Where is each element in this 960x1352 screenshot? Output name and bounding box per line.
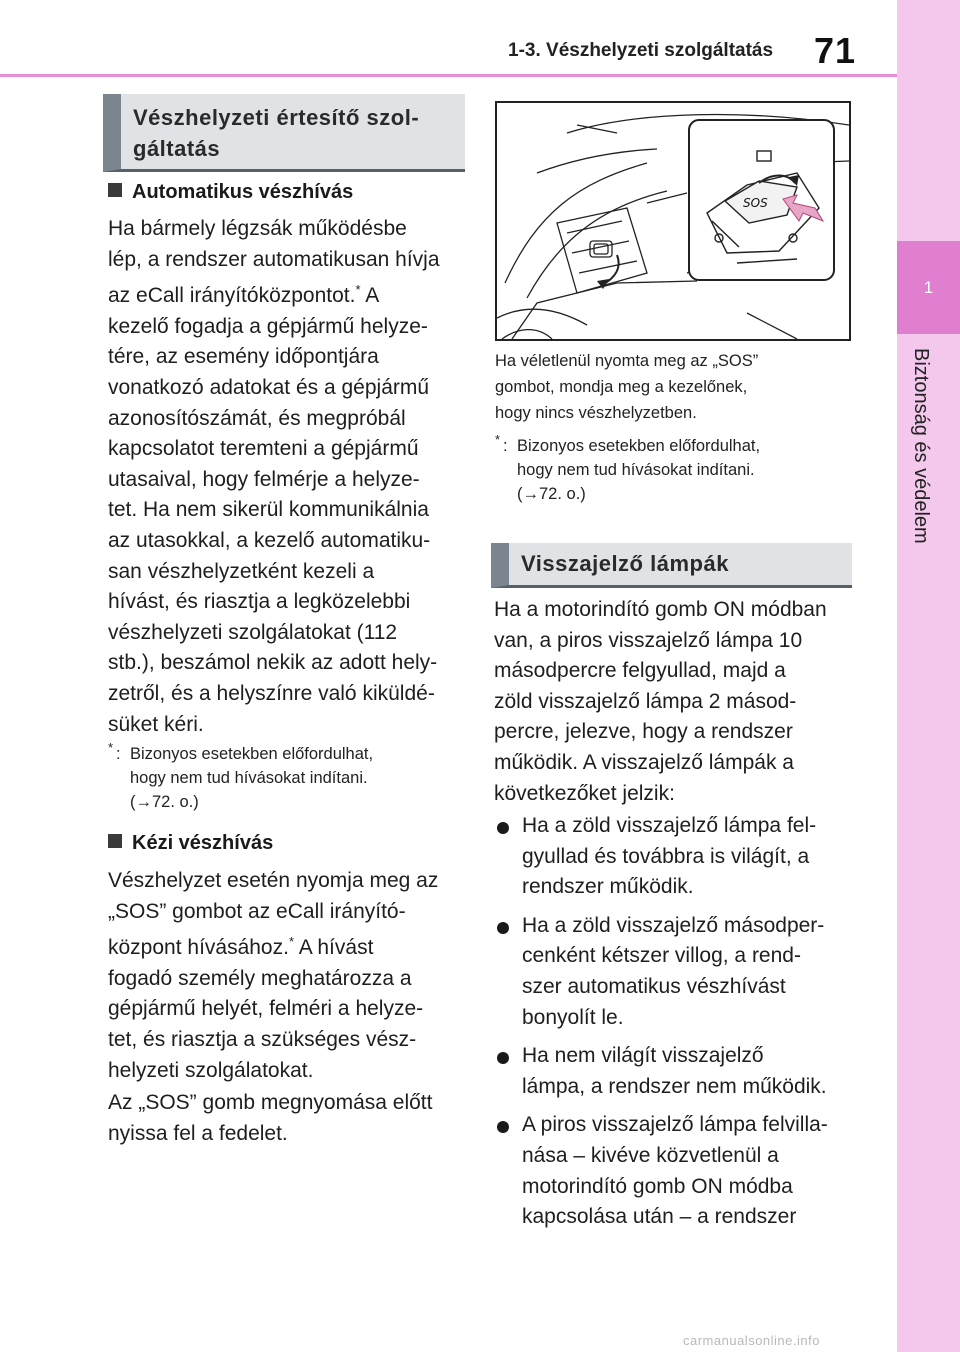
- text-line: van, a piros visszajelző lámpa 10: [494, 628, 803, 652]
- bullet-dot-icon: [497, 922, 509, 934]
- footnote-line: Bizonyos esetekben előfordulhat,: [517, 437, 761, 455]
- square-bullet-icon: [108, 834, 122, 848]
- subheading-automatic-call: [108, 181, 353, 204]
- page-number: 71: [814, 30, 857, 71]
- bullet-dot-icon: [497, 1052, 509, 1064]
- indicator-bullet-list: [494, 811, 828, 1241]
- footnote-colon: :: [116, 745, 121, 763]
- text-line: azonosítószámát, és megpróbál: [108, 406, 406, 430]
- caption-line: hogy nincs vészhelyzetben.: [495, 404, 697, 422]
- illustration-caption: [495, 348, 758, 426]
- running-header-title: 1-3. Vészhelyzeti szolgáltatás: [508, 40, 774, 61]
- section-heading-line: Vészhelyzeti értesítő szol-: [133, 105, 420, 130]
- text-line: lép, a rendszer automatikusan hívja: [108, 247, 440, 271]
- text-segment: A: [360, 284, 380, 308]
- text-line: süket kéri.: [108, 712, 204, 736]
- text-line: Az „SOS” gomb megnyomása előtt: [108, 1091, 433, 1114]
- list-item: [494, 911, 828, 1033]
- list-item: [494, 811, 828, 903]
- indicator-intro-paragraph: [494, 595, 827, 809]
- text-line: hívást, és riasztja a legközelebbi: [108, 590, 411, 614]
- text-line: vészhelyzeti szolgálatokat (112: [108, 620, 398, 644]
- bullet-dot-icon: [497, 822, 509, 834]
- text-line: tet, és riasztja a szükséges vész-: [108, 1027, 417, 1051]
- sos-button-label: SOS: [743, 196, 768, 210]
- text-line: helyzeti szolgálatokat.: [108, 1058, 314, 1082]
- text-line: zöld visszajelző lámpa 2 másod-: [494, 689, 797, 713]
- text-line: tére, az esemény időpontjára: [108, 345, 379, 369]
- text-line: [108, 927, 438, 964]
- subheading-text: Automatikus vészhívás: [132, 181, 354, 203]
- section-heading-line: Visszajelző lámpák: [521, 551, 729, 576]
- text-line: fogadó személy meghatározza a: [108, 966, 412, 990]
- section-heading-emergency-service: [103, 94, 465, 172]
- text-line: zetről, és a helyszínre való kiküldé-: [108, 681, 435, 705]
- text-line: Vészhelyzet esetén nyomja meg az: [108, 869, 439, 892]
- manual-call-paragraph: [108, 866, 438, 1086]
- text-line: lámpa, a rendszer nem működik.: [522, 1074, 827, 1098]
- side-tab-chapter-number: 1: [897, 241, 960, 334]
- text-line: az utasokkal, a kezelő automatiku-: [108, 528, 431, 552]
- text-line: szer automatikus vészhívást: [522, 974, 786, 998]
- footnote-automatic-call: [108, 742, 448, 814]
- section-heading-indicator-lamps: [491, 543, 852, 588]
- caption-line: gombot, mondja meg a kezelőnek,: [495, 378, 748, 396]
- text-line: vonatkozó adatokat és a gépjármű: [108, 375, 430, 399]
- watermark: carmanualsonline.info: [683, 1333, 820, 1348]
- section-heading-line: gáltatás: [133, 136, 221, 161]
- text-line: cenként kétszer villog, a rend-: [522, 944, 801, 968]
- automatic-call-paragraph: [108, 214, 440, 740]
- footnote-marker: *: [495, 432, 501, 447]
- text-line: utasaival, hogy felmérje a helyze-: [108, 467, 420, 491]
- bullet-dot-icon: [497, 1121, 509, 1133]
- square-bullet-icon: [108, 183, 122, 197]
- text-line: következőket jelzik:: [494, 781, 675, 805]
- caption-line: Ha véletlenül nyomta meg az „SOS”: [495, 352, 759, 370]
- text-segment: A hívást: [294, 936, 374, 960]
- sos-button-illustration: [495, 101, 851, 341]
- list-item: [494, 1041, 828, 1102]
- footnote-page-reference[interactable]: (→72. o.): [130, 793, 199, 811]
- overhead-console-drawing: [497, 103, 849, 339]
- text-line: Ha bármely légzsák működésbe: [108, 217, 407, 240]
- text-line: másodpercre felgyullad, majd a: [494, 659, 786, 683]
- footnote-manual-call: [495, 434, 835, 506]
- text-line: rendszer működik.: [522, 875, 694, 899]
- text-segment: központ hívásához.: [108, 936, 289, 960]
- text-line: kapcsolatot teremteni a gépjármű: [108, 437, 419, 461]
- footnote-marker: *: [355, 282, 361, 298]
- text-line: gépjármű helyét, felméri a helyze-: [108, 997, 424, 1021]
- side-tab: [897, 0, 960, 1352]
- text-line: A piros visszajelző lámpa felvilla-: [522, 1113, 828, 1137]
- text-line: nyissa fel a fedelet.: [108, 1121, 288, 1145]
- header-rule: [0, 74, 897, 77]
- text-line: nása – kivéve közvetlenül a: [522, 1143, 779, 1167]
- footnote-line: hogy nem tud hívásokat indítani.: [130, 769, 368, 787]
- text-segment: az eCall irányítóközpontot.: [108, 284, 356, 308]
- text-line: [108, 275, 440, 312]
- text-line: stb.), beszámol nekik az adott hely-: [108, 651, 438, 675]
- text-line: Ha a zöld visszajelző lámpa fel-: [522, 814, 817, 837]
- footnote-colon: :: [503, 437, 508, 455]
- footnote-marker: *: [288, 934, 295, 950]
- text-line: percre, jelezve, hogy a rendszer: [494, 720, 793, 744]
- text-line: Ha a motorindító gomb ON módban: [494, 598, 827, 621]
- text-line: motorindító gomb ON módba: [522, 1174, 793, 1198]
- text-line: működik. A visszajelző lámpák a: [494, 750, 794, 774]
- footnote-line: hogy nem tud hívásokat indítani.: [517, 461, 755, 479]
- list-item: [494, 1110, 828, 1232]
- footnote-page-reference[interactable]: (→72. o.): [517, 485, 586, 503]
- text-line: Ha a zöld visszajelző másodper-: [522, 913, 825, 937]
- text-line: gyullad és továbbra is világít, a: [522, 844, 810, 868]
- open-cover-paragraph: [108, 1088, 432, 1149]
- text-line: bonyolít le.: [522, 1005, 624, 1029]
- text-line: kezelő fogadja a gépjármű helyze-: [108, 314, 428, 338]
- text-line: san vészhelyzetként kezeli a: [108, 559, 375, 583]
- text-line: tet. Ha nem sikerül kommunikálnia: [108, 498, 429, 522]
- side-tab-chapter-label: Biztonság és védelem: [910, 348, 932, 544]
- subheading-text: Kézi vészhívás: [132, 832, 274, 854]
- text-line: „SOS” gombot az eCall irányító-: [108, 899, 406, 923]
- subheading-manual-call: [108, 832, 273, 855]
- text-line: Ha nem világít visszajelző: [522, 1044, 764, 1068]
- footnote-marker: *: [108, 740, 114, 755]
- text-line: kapcsolása után – a rendszer: [522, 1205, 797, 1229]
- footnote-line: Bizonyos esetekben előfordulhat,: [130, 745, 374, 763]
